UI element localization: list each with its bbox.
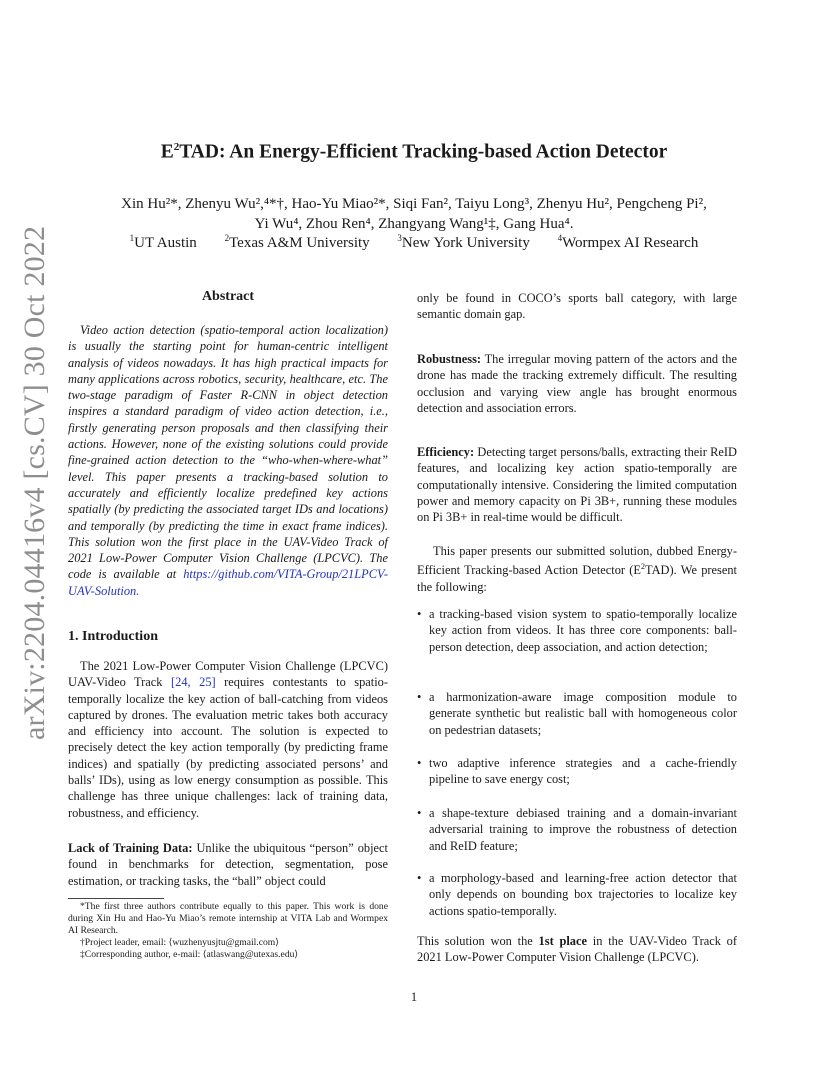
abstract-heading: Abstract [201, 289, 255, 304]
affiliation-3: $^3$New York University [397, 233, 530, 251]
affiliations [60, 233, 768, 252]
efficiency-paragraph: Efficiency: Detecting target persons/balls, extracting their ReID features, and localizing key action spatio-temporally are computationally intensive. Considering the limited computation power and memory capacity on Pi 3B+, running these modules on Pi 3B+ in real-time would be difficult. [417, 445, 737, 525]
robustness-paragraph: Robustness: The irregular moving pattern of the actors and the drone has made the tracking extremely difficult. The resulting occlusion and varying view angle has brought enormous detection and association errors. [417, 352, 737, 415]
footnote-rule [68, 898, 164, 899]
lack-label: Lack of Training Data: [68, 841, 193, 855]
page-number: 1 [410, 990, 418, 1004]
list-item: • a harmonization-aware image composition module to generate synthetic but realistic ball with homogeneous color on pedestrian datasets; [417, 690, 737, 737]
affiliation-4: $^4$Wormpex AI Research [557, 233, 699, 251]
code-link[interactable]: https://github.com/VITA-Group/21LPCV-UAV-Solution. [68, 567, 388, 598]
present-paragraph: This paper presents our submitted solution, dubbed Energy-Efficient Tracking-based Action Detector $(E^2TAD)$. We present the following: [417, 544, 737, 594]
list-item: • a tracking-based vision system to spatio-temporally localize key action from videos. It has three core components: ball-person detection, deep association, and action detection; [417, 607, 737, 654]
footnote-3: ‡Corresponding author, e-mail: ⟨atlaswang@utexas.edu⟩ [80, 949, 299, 960]
list-item: • a morphology-based and learning-free action detector that only depends on bounding box trajectories to localize key actions spatio-temporally. [417, 871, 737, 918]
footnote-1: *The first three authors contribute equally to this paper. This work is done during Xin Hu and Hao-Yu Miao’s remote internship at VITA Lab and Wormpex AI Research. [68, 901, 388, 936]
footnote-2: †Project leader, email: ⟨wuzhenyusjtu@gmail.com⟩ [80, 937, 279, 948]
right-continuation: only be found in COCO’s sports ball category, with large semantic domain gap. [417, 291, 737, 322]
intro-heading: 1. Introduction [68, 629, 158, 644]
list-item: • a shape-texture debiased training and a domain-invariant adversarial training to improve the robustness of detection and ReID feature; [417, 806, 737, 853]
affiliation-1: $^1$UT Austin [129, 233, 197, 251]
lack-of-data-paragraph: Lack of Training Data: Unlike the ubiquitous “person” object found in benchmarks for detection, segmentation, pose estimation, or tracking tasks, the “ball” object could [68, 841, 388, 888]
closing-paragraph: This solution won the 1st place in the UAV-Video Track of 2021 Low-Power Computer Vision Challenge (LPCVC). [417, 934, 737, 965]
author-list [60, 194, 768, 234]
authors-line-2: Yi Wu⁴, Zhou Ren⁴, Zhangyang Wang¹‡, Gang Hua⁴. [254, 216, 574, 232]
authors-line-1: Xin Hu²*, Zhenyu Wu²,⁴*†, Hao-Yu Miao²*, Siqi Fan², Taiyu Long³, Zhenyu Hu², Pengcheng Pi², [121, 196, 707, 212]
footnotes [68, 901, 388, 961]
paper-title: $E^2TAD$: An Energy-Efficient Tracking-based Action Detector [160, 141, 668, 163]
abstract-body [68, 322, 388, 599]
abstract-text: Video action detection (spatio-temporal action localization) is usually the starting point for human-centric intelligent analysis of videos nowadays. It has high practical impacts for many applications across robotics, security, healthcare, etc. The two-stage paradigm of Faster R-CNN in object detection inspires a standard paradigm of video action detection, i.e., firstly generating person proposals and then classifying their actions. However, none of the existing solutions could provide fine-grained action detection to the “who-when-where-what” level. This paper presents a tracking-based solution to accurately and efficiently localize predefined key actions spatially (by predicting the associated target IDs and locations) and temporally (by predicting the time in exact frame indices). This solution won the first place in the UAV-Video Track of 2021 Low-Power Computer Vision Challenge (LPCVC). The code is available at [68, 323, 388, 582]
intro-paragraph: The 2021 Low-Power Computer Vision Challenge (LPCVC) UAV-Video Track [24, 25] requires contestants to spatio-temporally localize the key action of ball-catching from videos captured by drones. The evaluation metric takes both accuracy and efficiency into account. The solution is expected to precisely detect the key action temporally (by predicting frame indices) and spatially (by predicting associated persons’ and balls’ IDs), using as low energy consumption as possible. This challenge has three unique challenges: lack of training data, robustness, and efficiency. [68, 659, 388, 820]
citation-link[interactable]: [24, 25] [171, 675, 216, 690]
list-item: • two adaptive inference strategies and a cache-friendly pipeline to save energy cost; [417, 756, 737, 787]
arxiv-stamp: arXiv:2204.04416v4 [cs.CV] 30 Oct 2022 [18, 225, 51, 740]
affiliation-2: $^2$Texas A&M University [224, 233, 370, 251]
